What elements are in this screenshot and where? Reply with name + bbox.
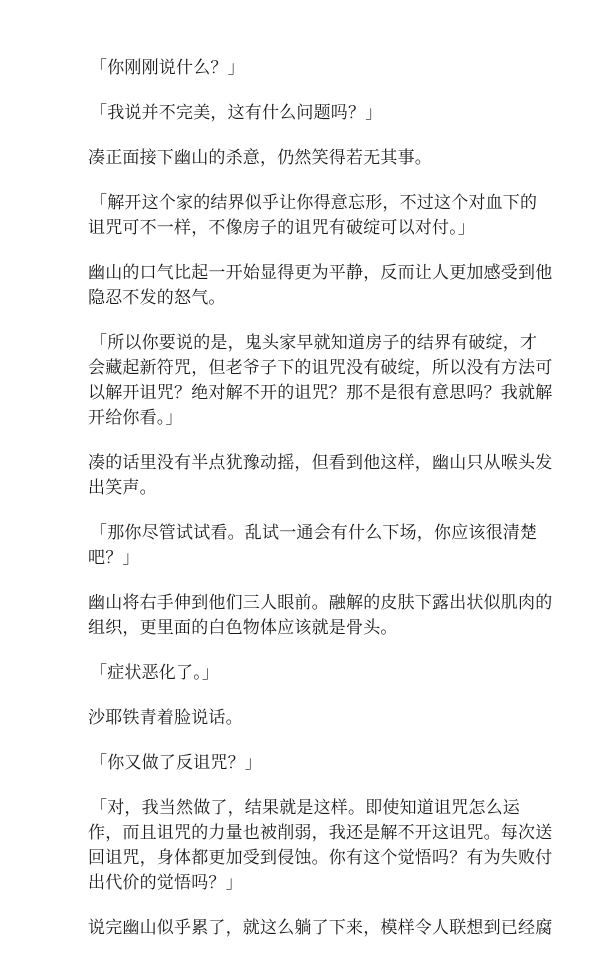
paragraph: 「你又做了反诅咒？」	[90, 753, 262, 773]
paragraph: 「我说并不完美，这有什么问题吗？」	[90, 103, 383, 123]
paragraph: 「你刚刚说什么？」	[90, 58, 245, 78]
paragraph: 沙耶铁青着脸说话。	[88, 708, 243, 728]
paragraph: 「症状恶化了。」	[90, 663, 220, 683]
paragraph: 「所以你要说的是，鬼头家早就知道房子的结界有破绽，才会藏起新符咒，但老爷子下的诅咒没有破绽，所以没有方法可以解开诅咒？绝对解不开的诅咒？那不是很有意思吗？我就解开给你看。」	[88, 333, 553, 428]
paragraph: 说完幽山似乎累了，就这么躺了下来，模样令人联想到已经腐	[88, 918, 553, 938]
paragraph: 「那你尽管试试看。乱试一通会有什么下场，你应该很清楚吧？」	[88, 523, 538, 568]
paragraph: 幽山将右手伸到他们三人眼前。融解的皮肤下露出状似肌肉的组织，更里面的白色物体应该就是骨头。	[88, 593, 553, 638]
paragraph: 凑的话里没有半点犹豫动摇，但看到他这样，幽山只从喉头发出笑声。	[88, 453, 553, 498]
paragraph: 「对，我当然做了，结果就是这样。即使知道诅咒怎么运作，而且诅咒的力量也被削弱，我还是解不开这诅咒。每次送回诅咒，身体都更加受到侵蚀。你有这个觉悟吗？有为失败付出代价的觉悟吗？」	[88, 798, 553, 893]
document-page	[88, 56, 554, 961]
paragraph: 凑正面接下幽山的杀意，仍然笑得若无其事。	[88, 148, 432, 168]
paragraph: 「解开这个家的结界似乎让你得意忘形，不过这个对血下的诅咒可不一样，不像房子的诅咒有破绽可以对付。」	[88, 193, 538, 238]
paragraph: 幽山的口气比起一开始显得更为平静，反而让人更加感受到他隐忍不发的怒气。	[88, 263, 553, 308]
